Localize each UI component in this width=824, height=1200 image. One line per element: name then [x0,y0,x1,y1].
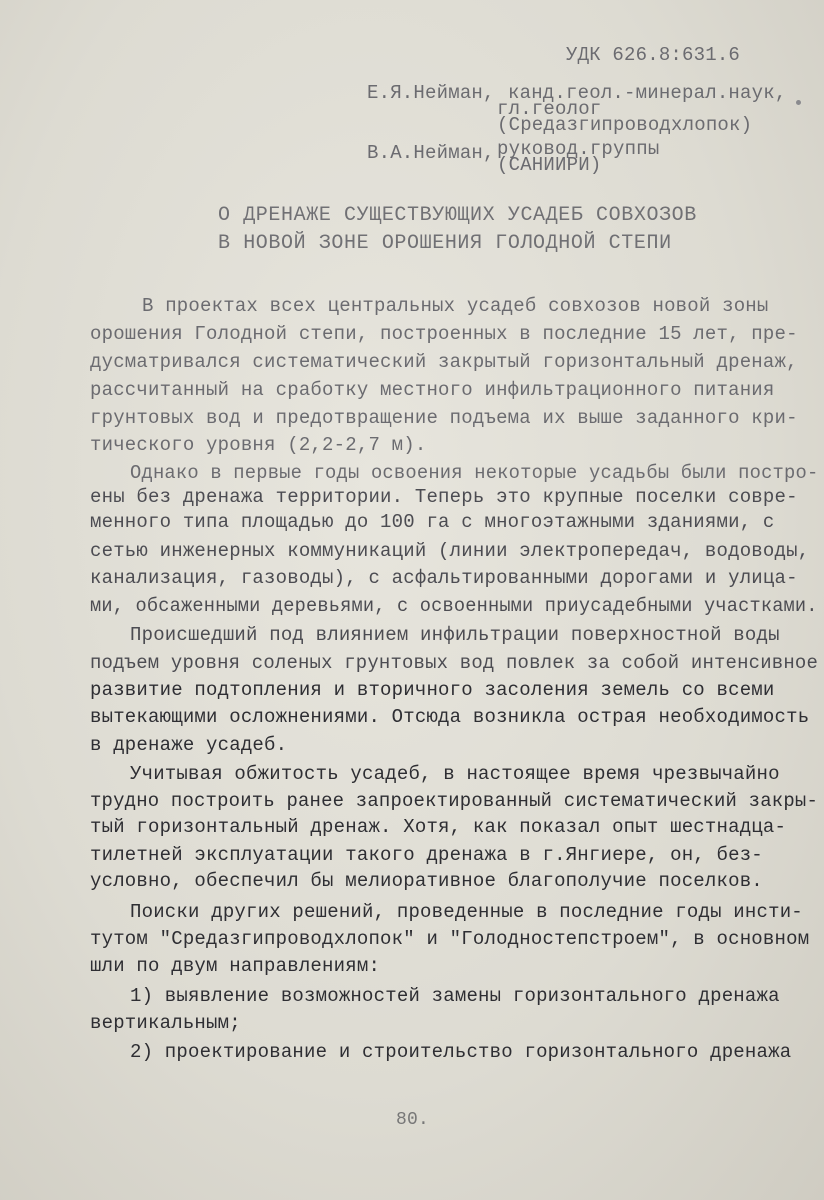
body-line: дусматривался систематический закрытый горизонтальный дренаж, [90,351,798,373]
body-line: ены без дренажа территории. Теперь это крупные поселки совре- [90,486,798,508]
body-line: канализация, газоводы), с асфальтированными дорогами и улица- [90,567,798,589]
body-line: орошения Голодной степи, построенных в последние 15 лет, пре- [90,323,798,345]
author1-organization: (Средазгипроводхлопок) [497,114,753,136]
body-line: трудно построить ранее запроектированный систематический закры- [90,790,818,812]
author2-name: В.А.Нейман, [367,142,495,164]
body-line: тый горизонтальный дренаж. Хотя, как показал опыт шестнадца- [90,816,787,838]
list-item-1-cont: вертикальным; [90,1012,241,1034]
body-line: грунтовых вод и предотвращение подъема их выше заданного кри- [90,407,798,429]
body-line: тилетней эксплуатации такого дренажа в г.Янгиере, он, без- [90,844,763,866]
author1-degree: канд.геол.-минерал.наук, [508,82,787,104]
author2-position: руковод.группы [497,138,660,160]
body-line: В проектах всех центральных усадеб совхозов новой зоны [142,295,769,317]
body-line: Учитывая обжитость усадеб, в настоящее время чрезвычайно [130,763,780,785]
author1-name: Е.Я.Нейман, [367,82,495,104]
author2-organization: (САНИИРИ) [497,154,602,176]
margin-dot [796,100,801,105]
body-line: вытекающими осложнениями. Отсюда возникла острая необходимость [90,706,810,728]
body-line: тутом "Средазгипроводхлопок" и "Голодностепстроем", в основном [90,928,810,950]
page-number: 80. [396,1110,430,1130]
body-line: подъем уровня соленых грунтовых вод повлек за собой интенсивное [90,652,818,674]
body-line: Поиски других решений, проведенные в последние годы инсти- [130,901,803,923]
document-title-line1: О ДРЕНАЖЕ СУЩЕСТВУЮЩИХ УСАДЕБ СОВХОЗОВ [218,204,697,227]
udk-code: УДК 626.8:631.6 [566,44,741,66]
body-line: ми, обсаженными деревьями, с освоенными приусадебными участками. [90,595,818,617]
body-line: развитие подтопления и вторичного засоления земель со всеми [90,679,775,701]
body-line: тического уровня (2,2-2,7 м). [90,434,427,456]
list-item-2: 2) проектирование и строительство горизонтального дренажа [130,1041,792,1063]
body-line: рассчитанный на сработку местного инфильтрационного питания [90,379,775,401]
body-line: в дренаже усадеб. [90,734,288,756]
body-line: сетью инженерных коммуникаций (линии электропередач, водоводы, [90,540,810,562]
body-line: Однако в первые годы освоения некоторые усадьбы были постро- [130,462,819,484]
body-line: Происшедший под влиянием инфильтрации поверхностной воды [130,624,780,646]
list-item-1: 1) выявление возможностей замены горизонтального дренажа [130,985,780,1007]
body-line: шли по двум направлениям: [90,955,381,977]
document-title-line2: В НОВОЙ ЗОНЕ ОРОШЕНИЯ ГОЛОДНОЙ СТЕПИ [218,232,672,255]
author1-position: гл.геолог [497,98,602,120]
body-line: условно, обеспечил бы мелиоративное благополучие поселков. [90,870,763,892]
body-line: менного типа площадью до 100 га с многоэтажными зданиями, с [90,511,775,533]
